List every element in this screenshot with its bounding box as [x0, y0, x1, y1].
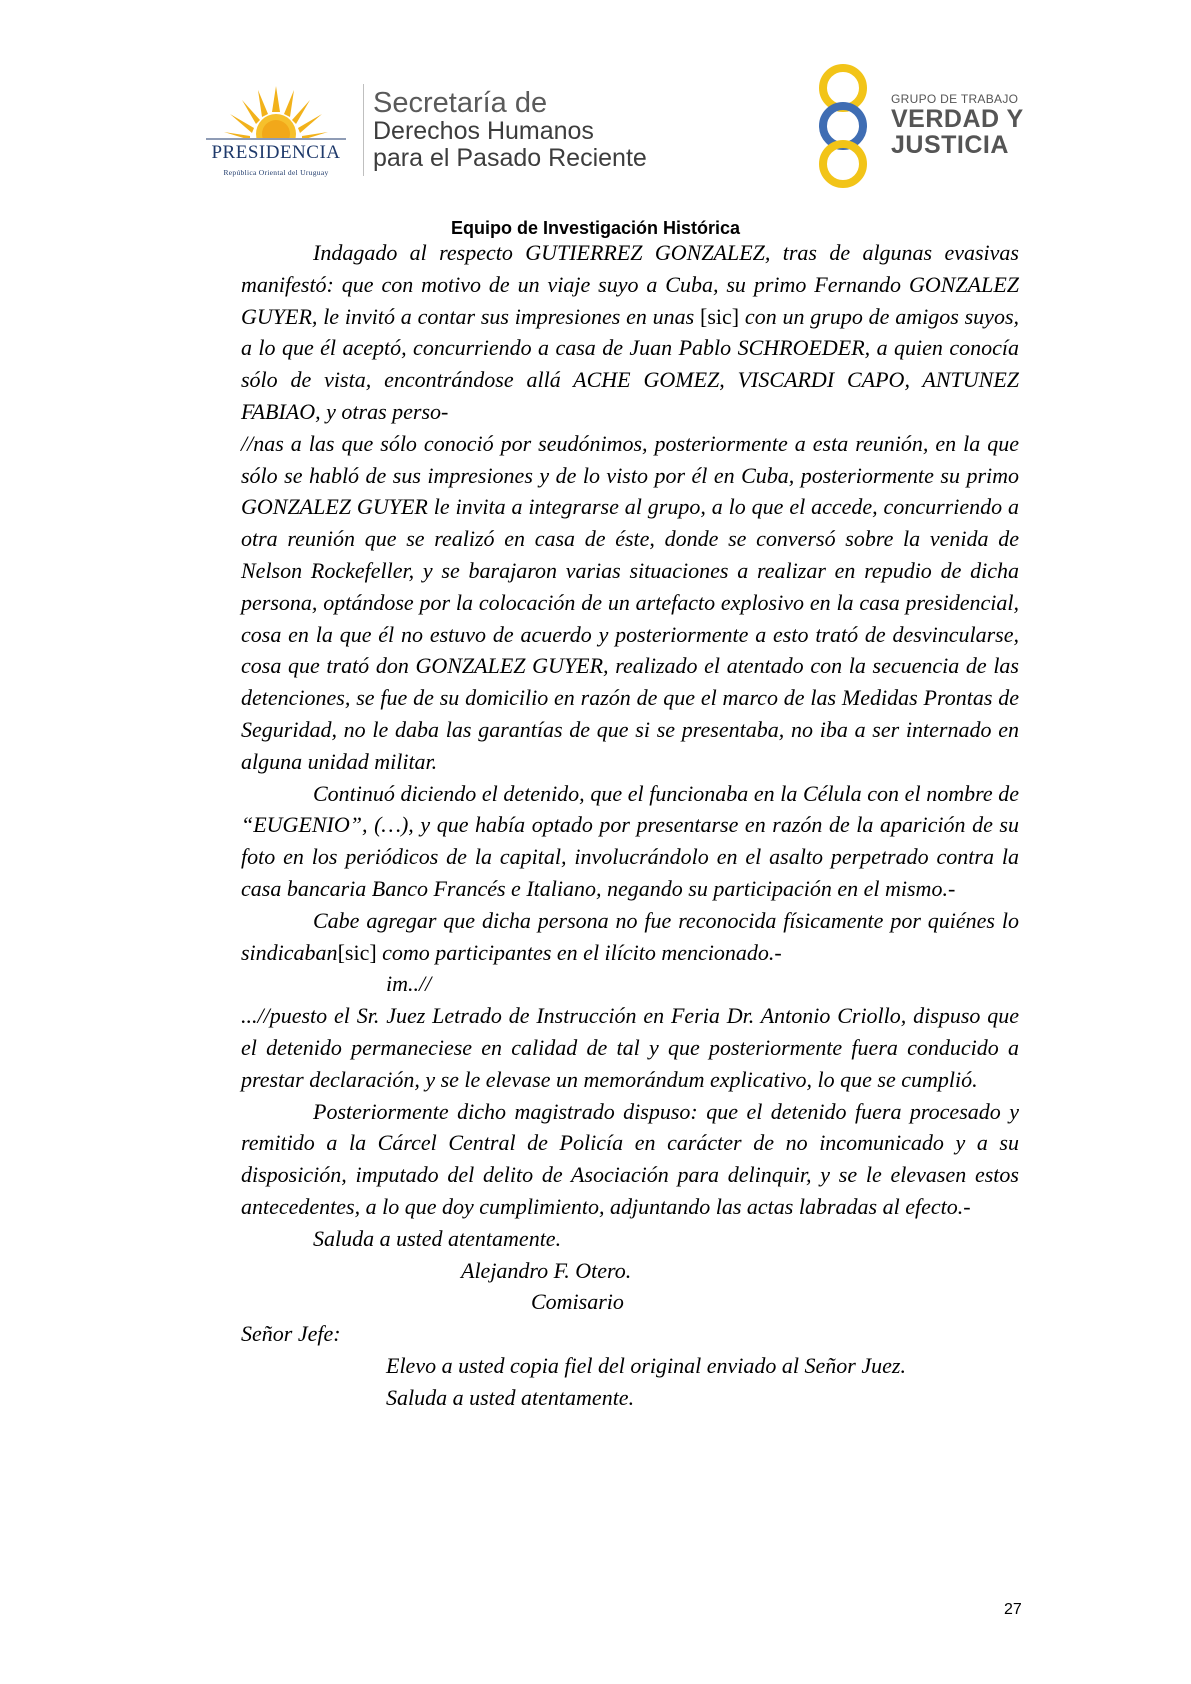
closing-salutation: Saluda a usted atentamente.: [313, 1225, 562, 1251]
forwarding-salutation: Saluda a usted atentamente.: [386, 1384, 635, 1410]
grupo-verdad-justicia-logo: [808, 62, 1028, 190]
presidencia-name: PRESIDENCIA: [211, 142, 341, 163]
page-continuation-mark: im..//: [386, 971, 432, 997]
paragraph-3: Continuó diciendo el detenido, que el funcionaba en la Célula con el nombre de “EUGENIO”, (…), y que había optado por presentarse en razón de la aparición de su foto en los periódicos de la capital, involucrándolo en el asalto perpetrado contra la casa bancaria Banco Francés e Italiano, negando su participación en el mismo.-: [241, 780, 1019, 901]
grupo-line1: GRUPO DE TRABAJO: [891, 92, 1019, 106]
document-body: [241, 237, 1019, 1413]
paragraph-6: ...//puesto el Sr. Juez Letrado de Instrucción en Feria Dr. Antonio Criollo, dispuso que el detenido permaneciese en calidad de tal y que posteriormente fuera conducido a prestar declaración, y se le elevase un memorándum explicativo, lo que se cumplió.: [241, 1003, 1019, 1092]
header-divider: [363, 84, 364, 176]
addressee: Señor Jefe:: [241, 1321, 341, 1347]
secretaria-line2: Derechos Humanos: [373, 117, 594, 145]
page-number: 27: [1004, 1601, 1022, 1618]
secretaria-line1: Secretaría de: [373, 87, 548, 119]
signature-name: Alejandro F. Otero.: [461, 1257, 632, 1283]
sun-icon: [196, 82, 356, 144]
secretaria-logo-text: [373, 88, 647, 172]
sic-note: [sic]: [337, 939, 377, 965]
presidencia-logo: [196, 82, 356, 187]
paragraph-2: //nas a las que sólo conoció por seudónimos, posteriormente a esta reunión, en la que sólo se habló de sus impresiones y de lo visto por él en Cuba, posteriormente su primo GONZALEZ GUYER le invita a integrarse al grupo, a lo que el accede, concurriendo a otra reunión que se realizó en casa de éste, donde se conversó sobre la venida de Nelson Rockefeller, y se barajaron varias situaciones a realizar en repudio de dicha persona, optándose por la colocación de un artefacto explosivo en la casa presidencial, cosa en la que él no estuvo de acuerdo y posteriormente a esto trató de desvincularse, cosa que trató don GONZALEZ GUYER, realizado el atentado con la secuencia de las detenciones, se fue de su domicilio en razón de que el marco de las Medidas Prontas de Seguridad, no le daba las garantías de que si se presentaba, no iba a ser internado en alguna unidad militar.: [241, 430, 1019, 774]
paragraph-4: [241, 905, 1019, 969]
p4-text-a: Cabe agregar que dicha persona no fue reconocida físicamente por quiénes lo sindicaban: [241, 907, 1019, 965]
p4-text-b: como participantes en el ilícito mencionado.-: [376, 939, 782, 965]
grupo-line2: VERDAD Y: [891, 105, 1024, 133]
presidencia-subtitle: República Oriental del Uruguay: [223, 168, 329, 177]
paragraph-7: Posteriormente dicho magistrado dispuso: que el detenido fuera procesado y remitido a la Cárcel Central de Policía en carácter de no incomunicado y a su disposición, imputado del delito de Asociación para delinquir, y se le elevasen estos antecedentes, a lo que doy cumplimiento, adjuntando las actas labradas al efecto.-: [241, 1098, 1019, 1219]
forwarding-note: Elevo a usted copia fiel del original enviado al Señor Juez.: [386, 1352, 906, 1378]
chain-rings-icon: [808, 62, 888, 190]
p1-text-b: con un grupo de amigos suyos, a lo que él aceptó, concurriendo a casa de Juan Pablo SCHROEDER, a quien conocía sólo de vista, encontrándose allá ACHE GOMEZ, VISCARDI CAPO, ANTUNEZ FABIAO, y otras perso-: [241, 303, 1020, 424]
grupo-line3: JUSTICIA: [891, 131, 1009, 159]
signature-title: Comisario: [531, 1289, 624, 1315]
secretaria-line3: para el Pasado Reciente: [373, 144, 647, 172]
p1-text-a: Indagado al respecto GUTIERREZ GONZALEZ, tras de algunas evasivas manifestó: que con motivo de un viaje suyo a Cuba, su primo Fernando GONZALEZ GUYER, le invitó a contar sus impresiones en unas: [241, 240, 1019, 329]
section-title: Equipo de Investigación Histórica: [450, 218, 741, 238]
sic-note: [sic]: [700, 303, 740, 329]
paragraph-1: [241, 237, 1019, 428]
